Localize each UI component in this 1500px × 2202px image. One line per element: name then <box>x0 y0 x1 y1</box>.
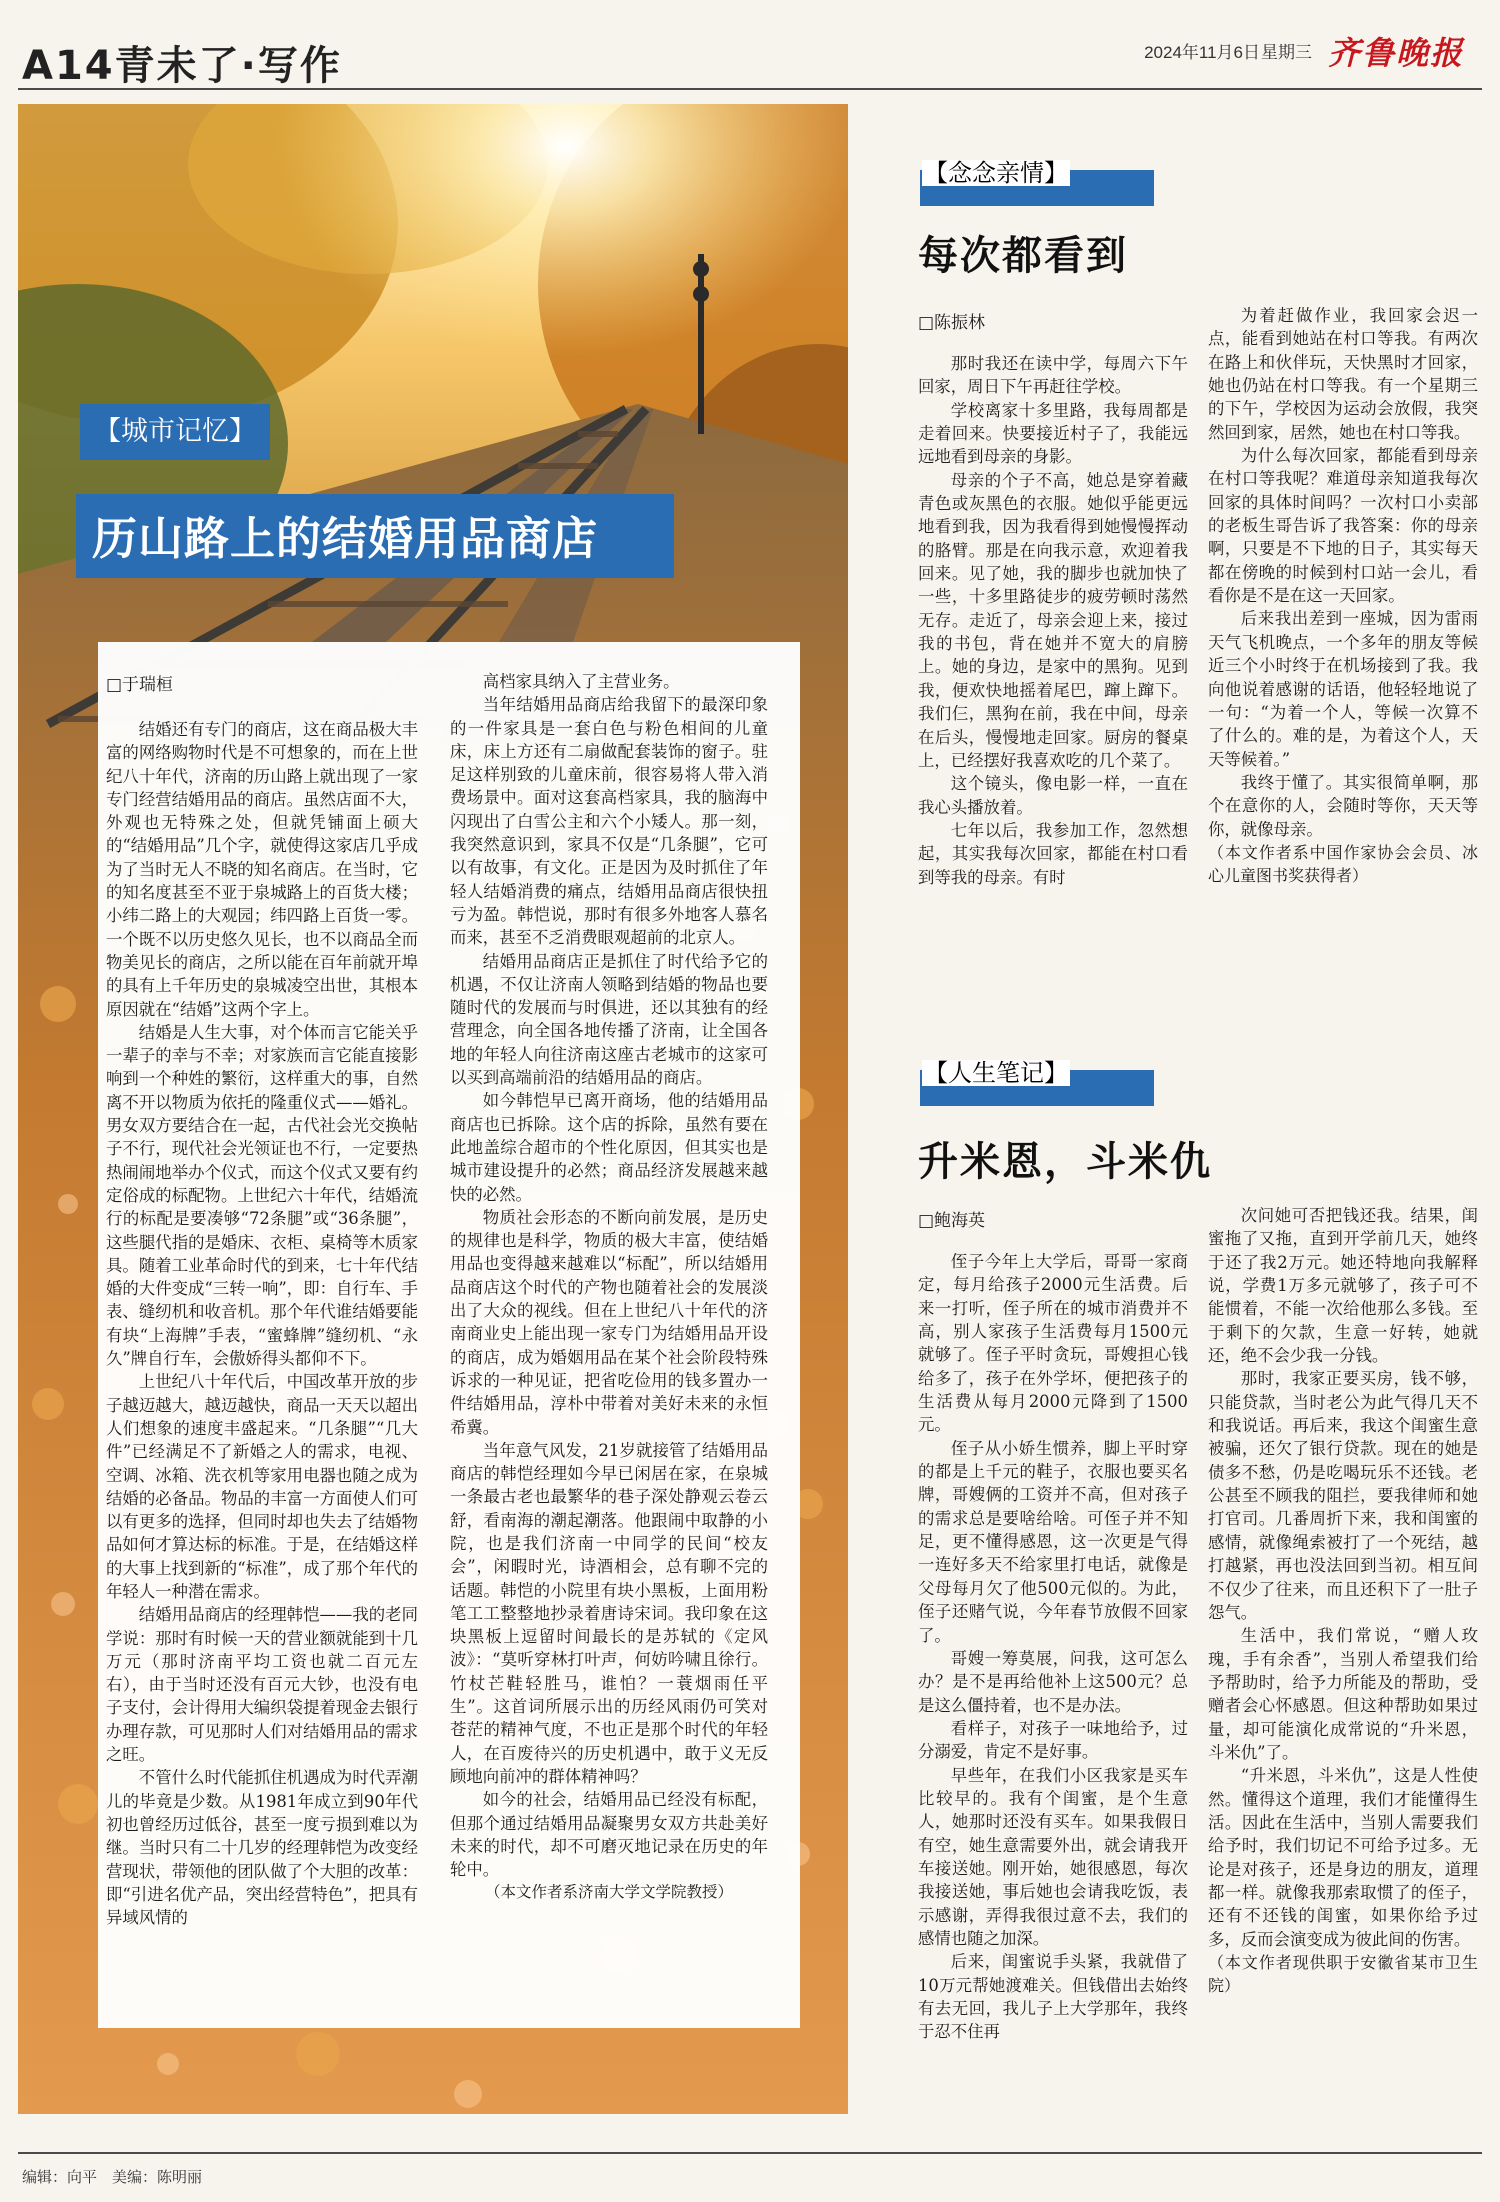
article-panel-wedding-store <box>98 642 800 2028</box>
paragraph: 母亲的个子不高，她总是穿着藏青色或灰黑色的衣服。她似乎能更远地看到我，因为我看得到她慢慢挥动的胳臂。那是在向我示意，欢迎着我回来。见了她，我的脚步也就加快了一些，十多里路徒步的疲劳顿时荡然无存。走近了，母亲会迎上来，接过我的书包，背在她并不宽大的肩膀上。她的身边，是家中的黑狗。见到我，便欢快地摇着尾巴，蹿上蹿下。我们仨，黑狗在前，我在中间，母亲在后头，慢慢地走回家。厨房的餐桌上，已经摆好我喜欢吃的几个菜了。 <box>918 470 1188 770</box>
author-note: （本文作者系中国作家协会会员、冰心儿童图书奖获得者） <box>1208 842 1478 886</box>
issue-date: 2024年11月6日 <box>1144 43 1260 62</box>
paragraph: 为什么每次回家，都能看到母亲在村口等我呢？难道母亲知道我每次回家的具体时间吗？一次村口小卖部的老板生哥告诉了我答案：你的母亲啊，只要是不下地的日子，其实每天都在傍晚的时候到村口站一会儿，看看你是不是在这一天回家。 <box>1208 446 1478 606</box>
paragraph: 哥嫂一筹莫展，问我，这可怎么办？是不是再给他补上这500元？总是这么僵持着，也不是办法。 <box>918 1648 1188 1715</box>
paragraph: 后来我出差到一座城，因为雷雨天气飞机晚点，一个多年的朋友等候近三个小时终于在机场接到了我。我向他说着感谢的话语，他轻轻地说了一句：“为着一个人，等候一次算不了什么的。难的是，为着这个人，天天等候着。” <box>1208 609 1478 769</box>
paragraph: 高档家具纳入了主营业务。 <box>482 672 680 691</box>
article-title-mother: 每次都看到 <box>918 233 1128 279</box>
article-column-2 <box>450 670 768 1905</box>
paragraph: 生活中，我们常说，“赠人玫瑰，手有余香”，当别人希望我们给予帮助时，给予力所能及的帮助，受赠者会心怀感恩。但这种帮助如果过量，却可能演化成常说的“升米恩，斗米仇”了。 <box>1208 1626 1478 1762</box>
article-column-1 <box>106 718 418 1929</box>
issue-weekday: 星期三 <box>1261 43 1312 62</box>
paragraph: 早些年，在我们小区我家是买车比较早的。我有个闺蜜，是个生意人，她那时还没有买车。如果我假日有空，她生意需要外出，就会请我开车接送她。刚开始，她很感恩，每次我接送她，事后她也会请我吃饭，表示感谢，弄得我很过意不去，我们的感情也随之加深。 <box>918 1765 1188 1948</box>
paragraph: 如今的社会，结婚用品已经没有标配，但那个通过结婚用品凝聚男女双方共赴美好未来的时代，却不可磨灭地记录在历史的年轮中。 <box>450 1790 768 1880</box>
byline: □鲍海英 <box>918 1211 986 1231</box>
paragraph: 我终于懂了。其实很简单啊，那个在意你的人，会随时等你，天天等你，就像母亲。 <box>1208 772 1478 839</box>
paragraph: 次问她可否把钱还我。结果，闺蜜拖了又拖，直到开学前几天，她终于还了我2万元。她还特地向我解释说，学费1万多元就够了，孩子可不能惯着，不能一次给他那么多钱。至于剩下的欠款，生意一好转，她就还，绝不会少我一分钱。 <box>1208 1206 1478 1366</box>
paragraph: 物质社会形态的不断向前发展，是历史的规律也是科学，物质的极大丰富，使结婚用品也变得越来越难以“标配”，所以结婚用品商店这个时代的产物也随着社会的发展淡出了大众的视线。但在上世纪八十年代的济南商业史上能出现一家专门为结婚用品开设的商店，成为婚姻用品在某个社会阶段特殊诉求的一种见证，把省吃俭用的钱多置办一件结婚用品，淳朴中带着对美好未来的永恒希冀。 <box>450 1207 768 1437</box>
author-note: （本文作者现供职于安徽省某市卫生院） <box>1208 1953 1478 1996</box>
paragraph: 这个镜头，像电影一样，一直在我心头播放着。 <box>918 774 1188 817</box>
section-tag-city-memory: 【城市记忆】 <box>80 404 270 460</box>
page-section-title: A14青未了·写作 <box>22 43 342 89</box>
paragraph: 侄子今年上大学后，哥哥一家商定，每月给孩子2000元生活费。后来一打听，侄子所在的城市消费并不高，别人家孩子生活费每月1500元就够了。侄子平时贪玩，哥嫂担心钱给多了，孩子在外学坏，便把孩子的生活费从每月2000元降到了1500元。 <box>918 1252 1188 1435</box>
paragraph: 结婚用品商店正是抓住了时代给予它的机遇，不仅让济南人领略到结婚的物品也要随时代的发展而与时俱进，还以其独有的经营理念，向全国各地传播了济南，让全国各地的年轻人向往济南这座古老城市的这家可以买到高端前沿的结婚用品的商店。 <box>450 951 768 1088</box>
article-column-1 <box>918 352 1188 889</box>
article-title-wedding-store: 历山路上的结婚用品商店 <box>92 512 599 565</box>
paragraph: 当年意气风发，21岁就接管了结婚用品商店的韩恺经理如今早已闲居在家，在泉城一条最古老也最繁华的巷子深处静观云卷云舒，看南海的潮起潮落。他跟闹中取静的小院，也是我们济南一中同学的民间“校友会”，闲暇时光，诗酒相会，总有聊不完的话题。韩恺的小院里有块小黑板，上面用粉笔工工整整地抄录着唐诗宋词。我印象在这块黑板上逗留时间最长的是苏轼的《定风波》：“莫听穿林打叶声，何妨吟啸且徐行。竹杖芒鞋轻胜马，谁怕？一蓑烟雨任平生”。这首词所展示出的历经风雨仍可笑对苍茫的精神气度，不也正是那个时代的年轻人，在百废待兴的历史机遇中，敢于义无反顾地向前冲的群体精神吗？ <box>450 1440 768 1786</box>
article-title-gratitude: 升米恩，斗米仇 <box>918 1139 1212 1185</box>
paragraph: “升米恩，斗米仇”，这是人性使然。懂得这个道理，我们才能懂得生活。因此在生活中，当别人需要我们给予时，我们切记不可给予过多。无论是对孩子，还是身边的朋友，道理都一样。就像我那索取惯了的侄子，还有不还钱的闺蜜，如果你给予过多，反而会演变成为彼此间的伤害。 <box>1208 1766 1478 1949</box>
paragraph: 不管什么时代能抓住机遇成为时代弄潮儿的毕竟是少数。从1981年成立到90年代初也曾经历过低谷，甚至一度亏损到难以为继。当时只有二十几岁的经理韩恺为改变经营现状，带领他的团队做了个大胆的改革：即“引进名优产品，突出经营特色”，把具有异域风情的 <box>106 1768 418 1928</box>
footer-rule <box>18 2152 1482 2154</box>
paragraph: 那时我还在读中学，每周六下午回家，周日下午再赶往学校。 <box>918 354 1188 397</box>
byline: □于瑞桓 <box>106 675 174 695</box>
paragraph: 后来，闺蜜说手头紧，我就借了10万元帮她渡难关。但钱借出去始终有去无回，我儿子上大学那年，我终于忍不住再 <box>918 1952 1188 2042</box>
paragraph: 七年以后，我参加工作，忽然想起，其实我每次回家，都能在村口看到等我的母亲。有时 <box>918 820 1188 887</box>
paragraph: 侄子从小娇生惯养，脚上平时穿的都是上千元的鞋子，衣服也要买名牌，哥嫂俩的工资并不高，但对孩子的需求总是要啥给啥。可侄子并不知足，更不懂得感恩，这一次更是气得一连好多天不给家里打电话，就像是父母每月欠了他500元似的。为此，侄子还赌气说，今年春节放假不回家了。 <box>918 1438 1188 1645</box>
section-tag-family: 【念念亲情】 <box>924 159 1068 187</box>
header-rule <box>18 88 1482 90</box>
article-column-2 <box>1208 1204 1478 1998</box>
article-column-2 <box>1208 304 1478 888</box>
byline: □陈振林 <box>918 313 986 333</box>
paragraph: 如今韩恺早已离开商场，他的结婚用品商店也已拆除。这个店的拆除，虽然有要在此地盖综合超市的个性化原因，但其实也是城市建设提升的必然；商品经济发展越来越快的必然。 <box>450 1091 768 1204</box>
paragraph: 学校离家十多里路，我每周都是走着回来。快要接近村子了，我能远远地看到母亲的身影。 <box>918 400 1188 467</box>
paragraph: 当年结婚用品商店给我留下的最深印象的一件家具是一套白色与粉色相间的儿童床，床上方还有二扇做配套装饰的窗子。驻足这样别致的儿童床前，很容易将人带入消费场景中。面对这套高档家具，我的脑海中闪现出了白雪公主和六个小矮人。那一刻，我突然意识到，家具不仅是“几条腿”，它可以有故事，有文化。正是因为及时抓住了年轻人结婚消费的痛点，结婚用品商店很快扭亏为盈。韩恺说，那时有很多外地客人慕名而来，甚至不乏消费眼观超前的北京人。 <box>450 695 768 948</box>
paragraph: 为着赶做作业，我回家会迟一点，能看到她站在村口等我。有两次在路上和伙伴玩，天快黑时才回家，她也仍站在村口等我。有一个星期三的下午，学校因为运动会放假，我突然回到家，居然，她也在村口等我。 <box>1208 306 1478 442</box>
editor-credits: 编辑：向平 美编：陈明丽 <box>22 2169 203 2186</box>
section-tag-life-notes: 【人生笔记】 <box>924 1059 1068 1087</box>
paragraph: 结婚用品商店的经理韩恺——我的老同学说：那时有时候一天的营业额就能到十几万元（那时济南平均工资也就二百元左右），由于当时还没有百元大钞，也没有电子支付，会计得用大编织袋提着现金去银行办理存款，可见那时人们对结婚用品的需求之旺。 <box>106 1605 418 1765</box>
paragraph: 结婚还有专门的商店，这在商品极大丰富的网络购物时代是不可想象的，而在上世纪八十年代，济南的历山路上就出现了一家专门经营结婚用品的商店。虽然店面不大，外观也无特殊之处，但就凭铺面上硕大的“结婚用品”几个字，就使得这家店几乎成为了当时无人不晓的知名商店。在当时，它的知名度甚至不亚于泉城路上的百货大楼；小纬二路上的大观园；纬四路上百货一零。一个既不以历史悠久见长，也不以商品全而物美见长的商店，之所以能在百年前就开埠的具有上千年历史的泉城凌空出世，其根本原因就在“结婚”这两个字上。 <box>106 720 418 1019</box>
paragraph: 看样子，对孩子一味地给予，过分溺爱，肯定不是好事。 <box>918 1718 1188 1762</box>
article-column-1 <box>918 1250 1188 2044</box>
paragraph: 结婚是人生大事，对个体而言它能关乎一辈子的幸与不幸；对家族而言它能直接影响到一个种姓的繁衍，这样重大的事，自然离不开以物质为依托的隆重仪式——婚礼。男女双方要结合在一起，古代社会光交换帖子不行，现代社会光领证也不行，一定要热热闹闹地举办个仪式，而这个仪式又要有约定俗成的标配物。上世纪六十年代，结婚流行的标配是要凑够“72条腿”或“36条腿”，这些腿代指的是婚床、衣柜、桌椅等木质家具。随着工业革命时代的到来，七十年代结婚的大件变成“三转一响”，即：自行车、手表、缝纫机和收音机。那个年代谁结婚要能有块“上海牌”手表，“蜜蜂牌”缝纫机、“永久”牌自行车，会傲娇得头都仰不下。 <box>106 1022 418 1369</box>
author-note: （本文作者系济南大学文学院教授） <box>484 1883 733 1902</box>
paragraph: 那时，我家正要买房，钱不够，只能贷款，当时老公为此气得几天不和我说话。再后来，我这个闺蜜生意被骗，还欠了银行贷款。现在的她是债多不愁，仍是吃喝玩乐不还钱。老公甚至不顾我的阻拦，要我律师和她打官司。几番周折下来，我和闺蜜的感情，就像绳索被打了一个死结，越打越紧，再也没法回到当初。相互间不仅少了往来，而且还积下了一肚子怨气。 <box>1208 1369 1478 1622</box>
newspaper-logo: 齐鲁晚报 <box>1327 34 1464 72</box>
paragraph: 上世纪八十年代后，中国改革开放的步子越迈越大，越迈越快，商品一天天以超出人们想象的速度丰盛起来。“几条腿”“几大件”已经满足不了新婚之人的需求，电视、空调、冰箱、洗衣机等家用电器也随之成为结婚的必备品。物品的丰富一方面使人们可以有更多的选择，但同时却也失去了结婚物品如何才算达标的标准。于是，在结婚这样的大事上找到新的“标准”，成了那个年代的年轻人一种潜在需求。 <box>106 1372 418 1601</box>
